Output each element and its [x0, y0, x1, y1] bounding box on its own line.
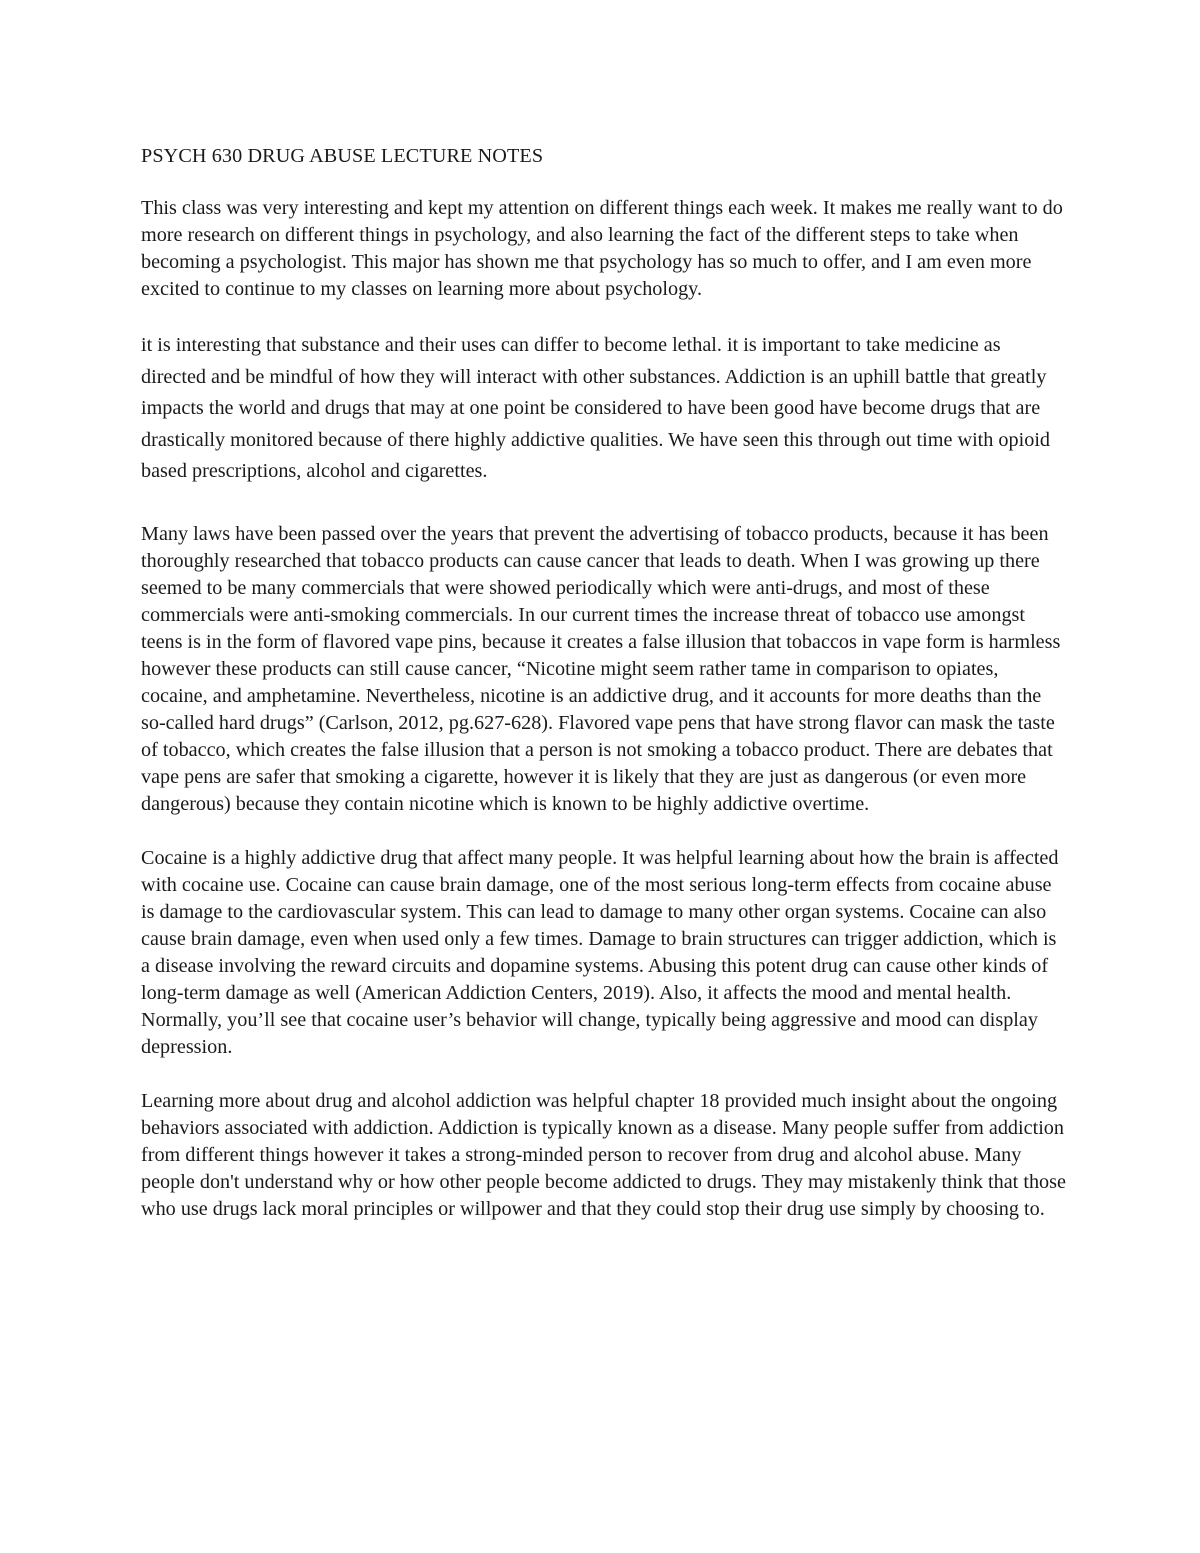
- paragraph-class-reflection: This class was very interesting and kept my attention on different things each week. It makes me really want to do more research on different things in psychology, and also learning the fact of the different steps to take when becoming a psychologist. This major has shown me that psychology has so much to offer, and I am even more excited to continue to my classes on learning more about psychology.: [141, 197, 1063, 300]
- document-body: [141, 143, 1066, 1223]
- paragraph-cocaine: Cocaine is a highly addictive drug that affect many people. It was helpful learning about how the brain is affected with cocaine use. Cocaine can cause brain damage, one of the most serious long-term effects from cocaine abuse is damage to the cardiovascular system. This can lead to damage to many other organ systems. Cocaine can also cause brain damage, even when used only a few times. Damage to brain structures can trigger addiction, which is a disease involving the reward circuits and dopamine systems. Abusing this potent drug can cause other kinds of long-term damage as well (American Addiction Centers, 2019). Also, it affects the mood and mental health. Normally, you’ll see that cocaine user’s behavior will change, typically being aggressive and mood can display depression.: [141, 846, 1059, 1058]
- document-title: PSYCH 630 DRUG ABUSE LECTURE NOTES: [141, 145, 544, 167]
- paragraph-tobacco-vaping: Many laws have been passed over the years that prevent the advertising of tobacco products, because it has been thoroughly researched that tobacco products can cause cancer that leads to death. When I was growing up there seemed to be many commercials that were showed periodically which were anti-drugs, and most of these commercials were anti-smoking commercials. In our current times the increase threat of tobacco use amongst teens is in the form of flavored vape pins, because it creates a false illusion that tobaccos in vape form is harmless however these products can still cause cancer, “Nicotine might seem rather tame in comparison to opiates, cocaine, and amphetamine. Nevertheless, nicotine is an addictive drug, and it accounts for more deaths than the so-called hard drugs” (Carlson, 2012, pg.627-628). Flavored vape pens that have strong flavor can mask the taste of tobacco, which creates the false illusion that a person is not smoking a tobacco product. There are debates that vape pens are safer that smoking a cigarette, however it is likely that they are just as dangerous (or even more dangerous) because they contain nicotine which is known to be highly addictive overtime.: [141, 522, 1061, 815]
- paragraph-addiction: Learning more about drug and alcohol addiction was helpful chapter 18 provided much insight about the ongoing behaviors associated with addiction. Addiction is typically known as a disease. Many people suffer from addiction from different things however it takes a strong-minded person to recover from drug and alcohol abuse. Many people don't understand why or how other people become addicted to drugs. They may mistakenly think that those who use drugs lack moral principles or willpower and that they could stop their drug use simply by choosing to.: [141, 1089, 1066, 1220]
- paragraph-substance-use: it is interesting that substance and their uses can differ to become lethal. it is important to take medicine as directed and be mindful of how they will interact with other substances. Addiction is an uphill battle that greatly impacts the world and drugs that may at one point be considered to have been good have become drugs that are drastically monitored because of there highly addictive qualities. We have seen this through out time with opioid based prescriptions, alcohol and cigarettes.: [141, 334, 1051, 482]
